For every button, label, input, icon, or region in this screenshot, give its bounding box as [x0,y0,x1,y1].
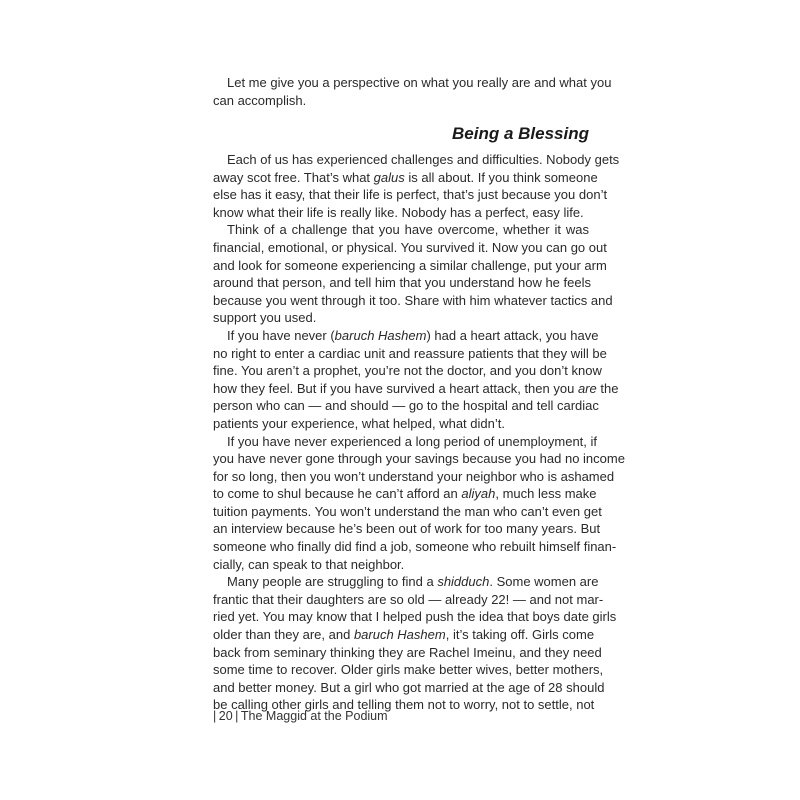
text-run: for so long, then you won’t understand your neighbor who is ashamed [213,468,615,484]
text-run: an interview because he’s been out of work for too many years. But [213,521,601,537]
text-line [213,450,625,468]
text-run: else has it easy, that their life is perfect, that’s just because you don’t [213,187,608,203]
text-line [213,204,589,222]
text-line [213,415,589,433]
text-line [213,380,619,398]
paragraph [213,327,619,433]
text-run: can accomplish. [213,92,307,108]
text-run: fine. You aren’t a prophet, you’re not the doctor, and you don’t know [213,363,602,379]
text-run: to come to shul because he can’t afford an [213,486,462,502]
text-line [213,292,613,310]
text-line [213,626,595,644]
text-run: and look for someone experiencing a similar challenge, put your arm [213,257,607,273]
text-run: how they feel. But if you have survived a heart attack, then you [213,380,578,396]
text-run: patients your experience, what helped, what didn’t. [213,415,505,431]
text-line [213,573,599,591]
body-text [213,151,625,714]
text-line [213,74,612,92]
text-run: financial, emotional, or physical. You survived it. Now you can go out [213,239,607,255]
text-line [213,345,607,363]
text-line [213,608,617,626]
text-line [213,221,589,239]
text-line [213,257,607,275]
text-line [213,661,604,679]
text-line [213,169,598,187]
text-line [213,433,598,451]
text-line [213,397,599,415]
text-line [213,151,620,169]
italic-term: are [577,380,597,396]
intro-paragraph [213,74,612,109]
text-run: know what their life is really like. Nobody has a perfect, easy life. [213,204,584,220]
text-run: Think of a challenge that you have overcome, whether it was [227,222,589,238]
paragraph [213,151,620,221]
italic-term: baruch Hashem [334,327,427,343]
text-run: cially, can speak to that neighbor. [213,556,405,572]
text-run: tuition payments. You won’t understand the man who can’t even get [213,503,602,519]
text-line [213,520,601,538]
italic-term: aliyah [461,486,496,502]
text-line [213,538,617,556]
text-run: person who can — and should — go to the hospital and tell cardiac [213,398,599,414]
text-run: If you have never experienced a long period of unemployment, if [227,433,598,449]
text-line [213,644,602,662]
text-run: , much less make [495,486,597,502]
text-line [213,92,589,110]
text-line [213,503,602,521]
text-line [213,362,602,380]
page-number-bar: | [232,709,241,723]
text-run: and better money. But a girl who got married at the age of 28 should [213,679,605,695]
text-line [213,327,599,345]
text-run: be calling other girls and telling them not to worry, not to settle, not [213,697,595,713]
text-run: someone who finally did find a job, someone who rebuilt himself finan- [213,539,617,555]
text-run: back from seminary thinking they are Rachel Imeinu, and they need [213,644,602,660]
text-run: the [596,380,619,396]
text-line [213,274,589,292]
text-run: Let me give you a perspective on what you really are and what you [227,75,612,90]
text-line [213,468,615,486]
text-line [213,309,589,327]
text-run: If you have never ( [227,327,335,343]
text-run: away scot free. That’s what [213,169,374,185]
section-heading: Being a Blessing [452,124,589,143]
text-run: support you used. [213,310,317,326]
text-line [213,239,607,257]
text-run: no right to enter a cardiac unit and reassure patients that they will be [213,345,607,361]
paragraph [213,433,625,574]
italic-term: baruch Hashem [353,627,446,643]
page-footer [213,709,388,723]
text-run: . Some women are [489,574,599,590]
text-run: Each of us has experienced challenges and difficulties. Nobody gets [227,152,620,167]
text-run: you have never gone through your savings because you had no income [213,451,625,467]
book-title: The Maggid at the Podium [240,709,388,723]
text-line [213,679,605,697]
text-run: because you went through it too. Share with him whatever tactics and [213,292,613,308]
italic-term: galus [373,169,405,185]
text-run: is all about. If you think someone [404,169,598,185]
text-run: Many people are struggling to find a [227,574,438,590]
text-run: frantic that their daughters are so old — already 22! — and not mar- [213,591,604,607]
text-run: some time to recover. Older girls make better wives, better mothers, [213,662,604,678]
text-run: , it’s taking off. Girls come [445,627,595,643]
paragraph [213,573,617,714]
text-line [213,485,597,503]
text-line [213,186,608,204]
text-run: ) had a heart attack, you have [426,327,599,343]
text-line [213,556,589,574]
paragraph [213,221,613,327]
text-run: ried yet. You may know that I helped push the idea that boys date girls [213,609,617,625]
text-run: around that person, and tell him that you understand how he feels [213,275,591,291]
text-run: older than they are, and [213,627,354,643]
page-number-bar: | [213,709,219,723]
text-line [213,591,604,609]
italic-term: shidduch [437,574,490,590]
page-number: 20 [218,709,233,723]
